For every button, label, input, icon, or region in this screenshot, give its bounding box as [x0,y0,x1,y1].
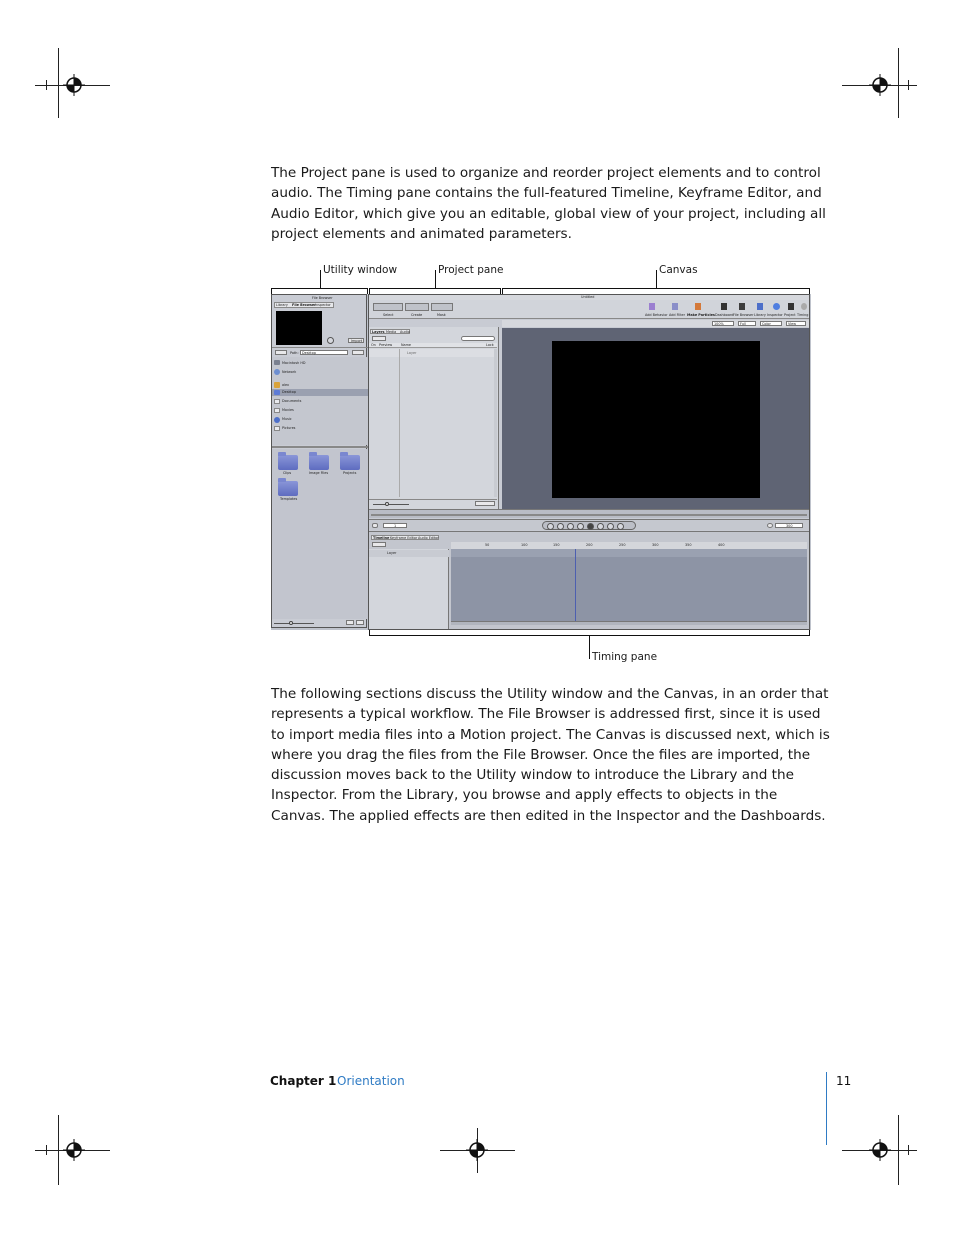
make-particles-icon[interactable] [695,303,701,310]
registration-mark-icon [869,1139,891,1161]
chapter-title-link[interactable]: Orientation [337,1074,405,1088]
color-mode-value: Color [762,322,771,326]
transport-controls [542,521,636,530]
folder-templates[interactable]: Templates [280,497,298,501]
pictures-icon [274,426,280,431]
sidebar-item-pictures[interactable]: Pictures [282,426,296,430]
sidebar-list [272,357,368,445]
view-toggle[interactable] [352,350,364,355]
back-forward-buttons[interactable] [275,350,287,355]
callout-leader [656,270,657,288]
slider-track [274,623,314,624]
tab-timeline[interactable]: Timeline [373,536,390,540]
utility-window [271,294,367,628]
window-title: Untitled [581,295,595,299]
tab-library[interactable]: Library [276,303,288,307]
toolbar-label-make-particles: Make Particles [687,313,715,317]
crop-mark [46,1145,47,1155]
crop-mark [898,48,899,118]
zoom-popup[interactable] [712,321,734,326]
utility-tab-bar [274,302,334,308]
callout-project-pane: Project pane [438,264,504,276]
mini-timeline[interactable] [369,509,809,518]
sidebar-item-movies[interactable]: Movies [282,408,294,412]
ruler-label: 250 [619,543,626,547]
movies-icon [274,408,280,413]
registration-mark-icon [466,1139,488,1161]
end-marker-icon[interactable] [767,523,773,528]
intro-paragraph: The Project pane is used to organize and reorder project elements and to control audio. The Timing pane contains the full-featured Timeline, Keyframe Editor, and Audio Editor, which give you an editable, global view of your project, including all project elements and animated parameters. [271,165,826,242]
body-paragraph: The following sections discuss the Utility window and the Canvas, in an order that represents a typical workflow. The File Browser is addressed first, since it is used to import media files into a Motion project. The Canvas is discussed next, which is where you drag the files from the File Browser. Once the files are imported, the discussion moves back to the Utility window to introduce the Library and the Inspector. From the Library, you browse and apply effects to objects in the Canvas. The applied effects are then edited in the Inspector and the Dashboards. [271,686,830,824]
desktop-icon [274,390,280,395]
folder-icon[interactable] [278,481,298,496]
callout-leader [320,270,321,288]
crop-mark [58,48,59,118]
divider [369,499,497,500]
transport-bar [369,519,809,530]
ruler-label: 350 [685,543,692,547]
crop-mark [46,80,47,90]
column-preview: Preview [379,343,393,347]
timeline-tracks[interactable] [451,549,807,621]
horizontal-scrollbar[interactable] [451,621,807,625]
quality-value: Full [740,322,746,326]
ruler-label: 150 [553,543,560,547]
drive-icon [274,360,280,365]
toolbar-label-project: Project [784,313,796,317]
tab-file-browser[interactable]: File Browser [292,303,316,307]
column-on: On [371,343,376,347]
toolbar-label-create: Create [411,313,423,317]
timing-layer-name: Layer [387,551,397,555]
previous-frame-icon[interactable] [557,523,564,530]
inspector-icon[interactable] [773,303,780,310]
tab-audio[interactable]: Audio [400,330,410,334]
chapter-label: Chapter 1 [270,1074,337,1088]
frame-field[interactable] [383,523,407,528]
canvas-window [368,294,810,630]
play-icon[interactable] [587,523,594,530]
project-icon[interactable] [788,303,794,310]
callout-timing-pane: Timing pane [592,651,658,663]
sidebar-item-alex[interactable]: alex [282,383,290,387]
playhead[interactable] [575,549,576,621]
home-icon [274,382,280,388]
column-name: Name [401,343,412,347]
registration-mark-icon [869,74,891,96]
canvas-frame[interactable] [552,341,760,498]
tab-inspector[interactable]: Inspector [315,303,331,307]
folder-image-files[interactable]: Image Files [309,471,329,475]
motion-interface-screenshot [271,294,811,630]
page-number: 11 [836,1074,852,1088]
sidebar-item-music[interactable]: Music [282,417,292,421]
select-tools[interactable] [373,303,403,311]
column-header [369,343,497,348]
scrollbar[interactable] [494,349,497,497]
layer-row-name: Layer [407,351,417,355]
end-frame-value: 300 [786,524,793,528]
toolbar-label-add-filter: Add Filter [669,313,686,317]
divider [272,347,368,348]
network-icon [274,369,280,375]
callout-canvas: Canvas [659,264,698,276]
toolbar-label-dashboard: Dashboard [715,313,734,317]
toolbar-label-select: Select [383,313,394,317]
toolbar-label-add-behavior: Add Behavior [645,313,668,317]
play-icon[interactable] [327,337,334,344]
toolbar-label-file-browser: File Browser [733,313,754,317]
callout-leader [589,635,590,659]
color-mode-popup[interactable] [760,321,782,326]
timing-icon[interactable] [801,303,807,310]
thumb-size-slider[interactable] [373,502,409,506]
timing-layer-buttons[interactable] [372,542,386,547]
library-icon[interactable] [757,303,763,310]
next-frame-icon[interactable] [597,523,604,530]
create-tools[interactable] [405,303,429,311]
canvas-area[interactable] [502,328,809,509]
sidebar-item-documents[interactable]: Documents [282,399,302,403]
toolbar-label-mask: Mask [437,313,446,317]
ruler-label: 200 [586,543,593,547]
splitter[interactable] [272,446,368,448]
tab-layers[interactable]: Layers [372,330,385,334]
crop-mark [908,1145,909,1155]
rewind-icon[interactable] [567,523,574,530]
callout-leader [435,270,436,288]
folder-icon[interactable] [309,455,329,470]
folder-icon[interactable] [278,455,298,470]
sidebar-item-network[interactable]: Network [282,370,297,374]
import-button-label: Import [351,339,363,343]
end-frame-field[interactable] [775,523,803,528]
path-value: Desktop [302,351,316,355]
to-start-icon[interactable] [547,523,554,530]
timing-tab-bar [371,535,439,540]
add-behavior-icon[interactable] [649,303,655,310]
column-divider [399,349,400,497]
footer-rule [826,1072,827,1145]
import-button[interactable] [348,338,364,343]
tab-media[interactable]: Media [386,330,397,334]
folder-icon[interactable] [340,455,360,470]
sidebar-item-desktop[interactable]: Desktop [282,390,296,394]
project-footer-buttons[interactable] [475,501,495,506]
folder-clips[interactable]: Clips [283,471,292,475]
add-filter-icon[interactable] [672,303,678,310]
record-icon[interactable] [577,523,584,530]
timeline-ruler[interactable] [451,542,807,549]
crop-mark [908,80,909,90]
ruler-label: 400 [718,543,725,547]
slider-knob[interactable] [385,502,389,506]
dashboard-icon[interactable] [721,303,727,310]
view-popup[interactable] [786,321,806,326]
record-button[interactable] [372,523,378,528]
timing-layer-list [369,549,449,629]
search-field[interactable] [461,336,495,341]
table-row[interactable] [369,349,497,357]
delete-button[interactable] [356,620,364,625]
list-item[interactable] [369,550,449,557]
music-icon [274,417,280,423]
toolbar [369,300,809,319]
tab-audio-editor[interactable]: Audio Editor [418,536,439,540]
slider-track [373,504,409,505]
utility-window-title: File Browser [312,296,333,300]
sidebar-item-macintosh-hd[interactable]: Macintosh HD [282,361,306,365]
preview-area [276,311,322,345]
path-label: Path: [290,351,299,355]
toolbar-label-timing: Timing [797,313,809,317]
quality-popup[interactable] [738,321,756,326]
file-browser-icon[interactable] [739,303,745,310]
add-layer-buttons[interactable] [372,336,386,341]
ruler-label: 300 [652,543,659,547]
view-value: View [788,322,797,326]
ruler-label: 50 [485,543,490,547]
track-bar[interactable] [451,549,807,557]
loop-icon[interactable] [607,523,614,530]
registration-mark-icon [63,1139,85,1161]
mini-timeline-track [371,514,807,516]
canvas-status-bar [502,320,809,327]
file-grid [272,449,368,619]
project-tab-bar [370,329,410,334]
zoom-value: 100% [714,322,724,326]
toolbar-label-inspector: Inspector [767,313,783,317]
size-slider[interactable] [274,621,314,625]
frame-field-value: 1 [394,524,397,528]
timing-pane [369,531,809,629]
folder-projects[interactable]: Projects [343,471,357,475]
mask-tools[interactable] [431,303,453,311]
documents-icon [274,399,280,404]
toolbar-label-library: Library [754,313,766,317]
tab-keyframe-editor[interactable]: Keyframe Editor [390,536,418,540]
registration-mark-icon [63,74,85,96]
new-folder-button[interactable] [346,620,354,625]
project-pane [369,327,499,509]
path-popup[interactable] [300,350,348,355]
callout-utility-window: Utility window [323,264,398,276]
column-lock: Lock [486,343,494,347]
ruler-label: 100 [521,543,528,547]
audio-icon[interactable] [617,523,624,530]
slider-knob[interactable] [289,621,293,625]
